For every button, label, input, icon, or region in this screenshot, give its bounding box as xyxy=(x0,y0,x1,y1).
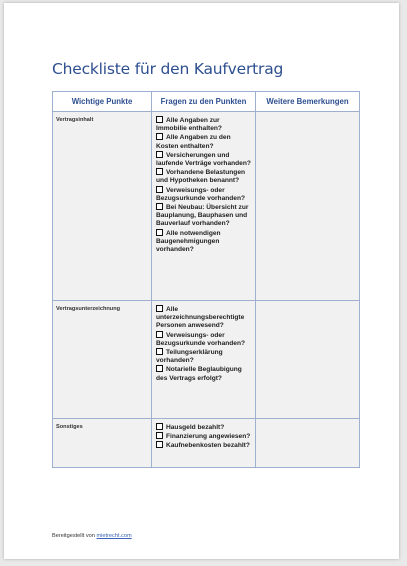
checklist-item[interactable]: Alle Angaben zur Immobilie enthalten? xyxy=(156,117,222,133)
questions-cell xyxy=(152,301,256,419)
category-cell xyxy=(53,112,152,301)
category-label: Sonstiges xyxy=(56,424,83,430)
footer xyxy=(52,533,132,539)
checklist-item[interactable]: Verweisungs- oder Bezugsurkunde vorhanden? xyxy=(156,186,246,202)
checkbox-icon[interactable] xyxy=(156,305,163,312)
category-cell xyxy=(53,419,152,468)
category-label: Vertragsunterzeichnung xyxy=(56,306,121,312)
checklist-item[interactable]: Finanzierung angewiesen? xyxy=(156,432,252,441)
checklist-item[interactable]: Verweisungs- oder Bezugsurkunde vorhanden? xyxy=(156,331,246,347)
checkbox-icon[interactable] xyxy=(156,423,163,430)
checkbox-icon[interactable] xyxy=(156,186,163,193)
remarks-cell[interactable] xyxy=(256,112,360,301)
checklist-table xyxy=(52,91,360,468)
checklist-item[interactable]: Kaufnebenkosten bezahlt? xyxy=(156,441,252,450)
checklist-item[interactable]: Vorhandene Belastungen und Hypotheken benannt? xyxy=(156,169,246,185)
checklist-item[interactable]: Alle Angaben zu den Kosten enthalten? xyxy=(156,134,231,150)
checklist-item[interactable]: Teilungserklärung vorhanden? xyxy=(156,349,223,365)
page-title: Checkliste für den Kaufvertrag xyxy=(52,60,284,78)
checkbox-icon[interactable] xyxy=(156,116,163,123)
footer-link[interactable]: mietrecht.com xyxy=(96,533,132,539)
checkbox-icon[interactable] xyxy=(156,133,163,140)
remarks-cell[interactable] xyxy=(256,419,360,468)
checklist-item[interactable]: Bei Neubau: Übersicht zur Bauplanung, Bauphasen und Bauverlauf vorhanden? xyxy=(156,204,249,228)
checkbox-icon[interactable] xyxy=(156,331,163,338)
checkbox-icon[interactable] xyxy=(156,203,163,210)
remarks-cell[interactable] xyxy=(256,301,360,419)
checklist-item[interactable]: Notarielle Beglaubigung des Vertrags erfolgt? xyxy=(156,366,242,382)
table-row-vertragsunterzeichnung xyxy=(53,301,360,419)
table-row-vertragsinhalt xyxy=(53,112,360,301)
document-page xyxy=(4,3,399,559)
checklist-item[interactable]: Versicherungen und laufende Verträge vorhanden? xyxy=(156,151,251,168)
checkbox-icon[interactable] xyxy=(156,365,163,372)
checklist-item[interactable]: Alle unterzeichnungsberechtigte Personen anwesend? xyxy=(156,306,245,330)
category-cell xyxy=(53,301,152,419)
checkbox-icon[interactable] xyxy=(156,441,163,448)
questions-cell xyxy=(152,112,256,301)
checkbox-icon[interactable] xyxy=(156,168,163,175)
checkbox-icon[interactable] xyxy=(156,348,163,355)
footer-prefix: Bereitgestellt von xyxy=(52,533,95,539)
checklist-item[interactable]: Alle notwendigen Baugenehmigungen vorhanden? xyxy=(156,229,221,254)
checkbox-icon[interactable] xyxy=(156,151,163,158)
column-header-bemerkungen: Weitere Bemerkungen xyxy=(256,92,360,112)
table-header-row xyxy=(53,92,360,112)
column-header-wichtige-punkte: Wichtige Punkte xyxy=(53,92,152,112)
questions-cell xyxy=(152,419,256,468)
category-label: Vertragsinhalt xyxy=(56,117,94,123)
checkbox-icon[interactable] xyxy=(156,229,163,236)
table-row-sonstiges xyxy=(53,419,360,468)
column-header-fragen: Fragen zu den Punkten xyxy=(152,92,256,112)
checkbox-icon[interactable] xyxy=(156,432,163,439)
checklist-item[interactable]: Hausgeld bezahlt? xyxy=(156,423,252,432)
